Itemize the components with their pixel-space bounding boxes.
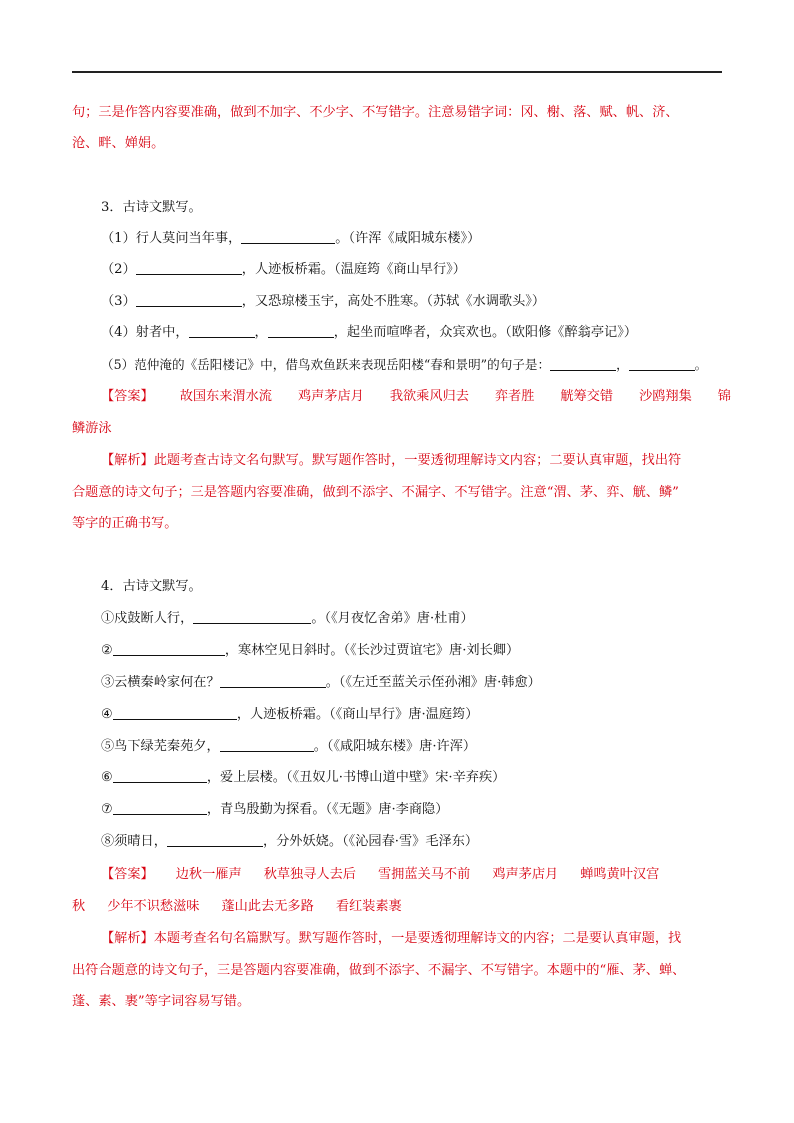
q4-item-7-post: ，青鸟殷勤为探看。（《无题》唐·李商隐） (206, 802, 449, 817)
q4-title: 4．古诗文默写。 (101, 579, 202, 594)
answer-blank[interactable] (113, 704, 237, 720)
q4-analysis-1 (101, 928, 761, 950)
q3-item-4-mid: ， (254, 325, 268, 340)
answer-item: 少年不识愁滋味 (107, 899, 200, 914)
q3-item-1-pre: （1）行人莫问当年事， (101, 231, 242, 246)
q4-item-5-post: 。（《咸阳城东楼》唐·许浑） (313, 739, 477, 754)
q4-item-8-pre: ⑧须晴日， (101, 834, 167, 849)
answer-item: 我欲乘风归去 (389, 389, 469, 404)
answer-blank[interactable] (189, 322, 255, 338)
q4-item-8 (101, 831, 761, 853)
q4-item-4-post: ，人迹板桥霜。（《商山早行》唐·温庭筠） (236, 707, 479, 722)
q3-item-5 (101, 354, 761, 376)
answer-item: 弈者胜 (494, 389, 535, 404)
q4-item-3-post: 。（《左迁至蓝关示侄孙湘》唐·韩愈） (325, 675, 541, 690)
q3-item-5-post: 。 (694, 357, 708, 372)
q4-item-2 (101, 640, 761, 662)
answer-item: 雪拥蓝关马不前 (378, 867, 471, 882)
q4-item-7-pre: ⑦ (101, 802, 113, 817)
q4-item-6-post: ，爱上层楼。（《丑奴儿·书博山道中壁》宋·辛弃疾） (206, 770, 506, 785)
answer-item: 故国东来渭水流 (179, 389, 272, 404)
analysis-text: 此题考查古诗文名句默写。默写题作答时，一要透彻理解诗文内容；二要认真审题，找出符 (153, 453, 682, 468)
q3-item-4-pre: （4）射者中， (101, 325, 189, 340)
q4-item-4 (101, 704, 761, 726)
q3-analysis-2: 合题意的诗文句子；三是答题内容要准确，做到不添字、不漏字、不写错字。注意“渭、茅、弈、觥、鳞” (72, 485, 679, 500)
q4-answer-line-2 (72, 896, 732, 918)
analysis-label: 【解析】 (101, 453, 154, 468)
answer-item: 秋 (72, 899, 86, 914)
top-note-line-2: 沧、畔、婵娟。 (72, 136, 165, 151)
answer-blank[interactable] (220, 672, 326, 688)
answer-item: 边秋一雁声 (175, 867, 242, 882)
answer-label: 【答案】 (101, 867, 154, 882)
answer-blank[interactable] (113, 640, 225, 656)
q3-item-2-post: ，人迹板桥霜。（温庭筠《商山早行》） (241, 262, 466, 277)
answer-item: 鸡声茅店月 (297, 389, 364, 404)
answer-blank[interactable] (193, 608, 311, 624)
q3-analysis-3: 等字的正确书写。 (72, 516, 178, 531)
q4-analysis-3: 蓬、素、裹”等字词容易写错。 (72, 994, 251, 1009)
q3-item-4-post: ，起坐而喧哗者，众宾欢也。（欧阳修《醉翁亭记》） (333, 325, 638, 340)
answer-item: 蓬山此去无多路 (221, 899, 314, 914)
answer-item: 看红装素裹 (335, 899, 402, 914)
answer-blank[interactable] (113, 767, 207, 783)
answer-blank[interactable] (136, 291, 242, 307)
q4-item-8-post: ，分外妖娆。（《沁园春·雪》毛泽东） (262, 834, 479, 849)
q4-item-3-pre: ③云横秦岭家何在？ (101, 675, 220, 690)
q3-item-3-pre: （3） (101, 294, 136, 309)
q4-item-1-post: 。（《月夜忆舍弟》唐·杜甫） (311, 611, 474, 626)
answer-item: 秋草独寻人去后 (263, 867, 356, 882)
q3-item-2 (101, 259, 761, 281)
answer-blank[interactable] (167, 831, 263, 847)
q3-item-4 (101, 322, 761, 344)
analysis-text: 本题考查名句名篇默写。默写题作答时，一是要透彻理解诗文的内容；二是要认真审题，找 (153, 931, 682, 946)
answer-blank[interactable] (629, 355, 695, 371)
answer-item: 鸡声茅店月 (492, 867, 559, 882)
q4-item-2-post: ，寒林空见日斜时。（《长沙过贾谊宅》唐·刘长卿） (224, 643, 520, 658)
top-note-line-1: 句；三是作答内容要准确，做到不加字、不少字、不写错字。注意易错字词：冈、榭、落、赋、帆、济、 (72, 105, 679, 120)
answer-blank[interactable] (241, 228, 335, 244)
answer-item: 锦 (717, 389, 731, 404)
q4-analysis-2: 出符合题意的诗文句子，三是答题内容要准确，做到不添字、不漏字、不写错字。本题中的“雁、茅、蝉、 (72, 963, 686, 978)
q4-item-1-pre: ①戍鼓断人行， (101, 611, 194, 626)
answer-blank[interactable] (550, 355, 616, 371)
q3-item-1 (101, 228, 761, 250)
q4-item-2-pre: ② (101, 643, 113, 658)
q3-title: 3．古诗文默写。 (101, 200, 202, 215)
answer-item: 觥筹交错 (560, 389, 614, 404)
q4-item-1 (101, 608, 761, 630)
answer-blank[interactable] (136, 259, 242, 275)
answer-item: 蝉鸣黄叶汉宫 (580, 867, 660, 882)
q4-item-6 (101, 767, 761, 789)
q4-item-7 (101, 799, 761, 821)
q4-item-5 (101, 736, 761, 758)
answer-item: 沙鸥翔集 (639, 389, 692, 404)
q3-answer-line (101, 386, 731, 408)
q4-item-6-pre: ⑥ (101, 770, 113, 785)
q3-item-2-pre: （2） (101, 262, 136, 277)
q3-item-5-mid: ， (616, 357, 629, 372)
answer-blank[interactable] (268, 322, 334, 338)
answer-label: 【答案】 (101, 389, 154, 404)
analysis-label: 【解析】 (101, 931, 154, 946)
header-rule (72, 71, 722, 73)
q3-answer-cont: 鳞游泳 (72, 421, 112, 436)
answer-blank[interactable] (220, 736, 314, 752)
answer-blank[interactable] (113, 799, 207, 815)
q3-item-3-post: ，又恐琼楼玉宇，高处不胜寒。（苏轼《水调歌头》） (241, 294, 546, 309)
q4-answer-line-1 (101, 864, 761, 886)
q4-item-3 (101, 672, 761, 694)
q4-item-4-pre: ④ (101, 707, 113, 722)
q3-item-3 (101, 291, 761, 313)
q3-item-5-pre: （5）范仲淹的《岳阳楼记》中，借鸟欢鱼跃来表现岳阳楼“春和景明”的句子是： (101, 357, 551, 372)
q4-item-5-pre: ⑤鸟下绿芜秦苑夕， (101, 739, 220, 754)
q3-item-1-post: 。（许浑《咸阳城东楼》） (335, 231, 481, 246)
q3-analysis-1 (101, 450, 761, 472)
